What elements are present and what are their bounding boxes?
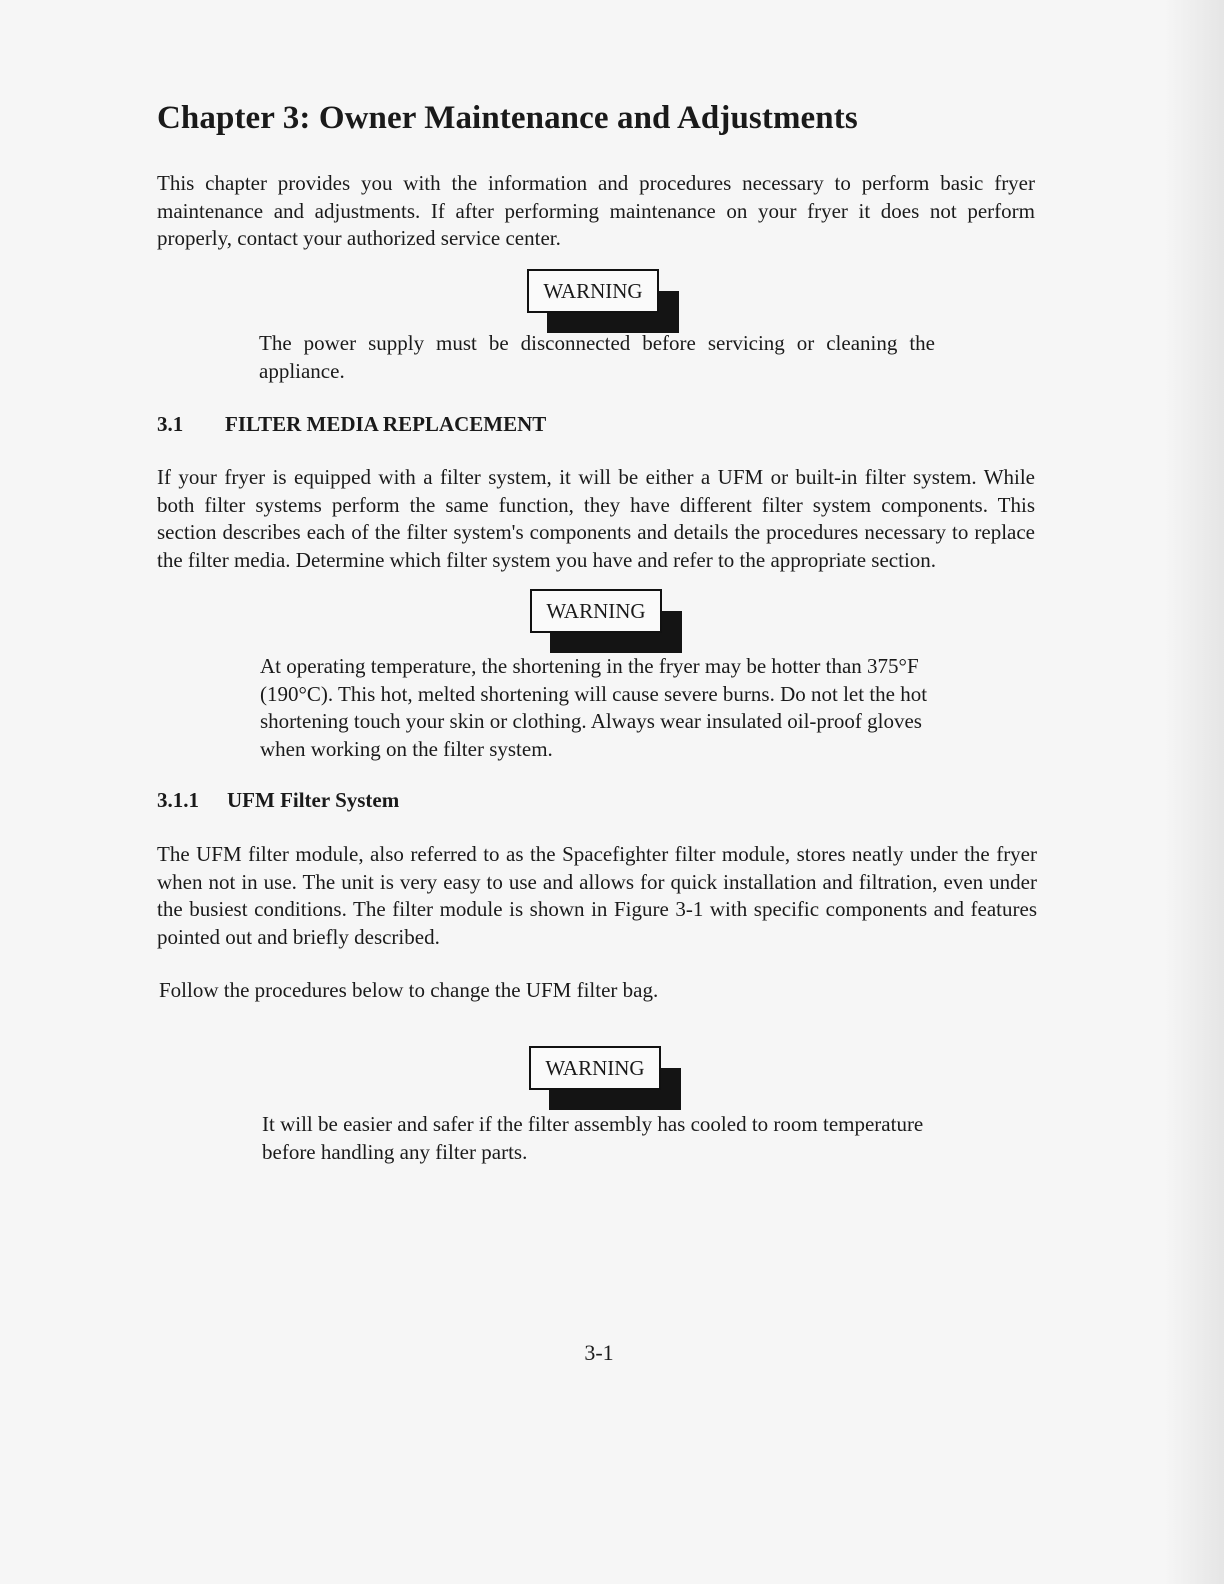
warning-label: WARNING [529, 1046, 661, 1090]
follow-procedures-paragraph: Follow the procedures below to change the UFM filter bag. [159, 978, 659, 1002]
warning-box [529, 1046, 681, 1110]
section-heading-3-1 [157, 412, 546, 437]
warning-box [527, 269, 679, 333]
chapter-title: Chapter 3: Owner Maintenance and Adjustments [157, 100, 858, 136]
warning-box [530, 589, 682, 653]
warning-text-cool-filter: It will be easier and safer if the filter assembly has cooled to room temperature before handling any filter parts. [262, 1112, 924, 1164]
section-number: 3.1 [157, 412, 184, 436]
section-heading-3-1-1 [157, 788, 399, 813]
warning-text-power-supply: The power supply must be disconnected before servicing or cleaning the appliance. [259, 331, 935, 383]
section-title: FILTER MEDIA REPLACEMENT [225, 412, 547, 436]
intro-paragraph: This chapter provides you with the information and procedures necessary to perform basic fryer maintenance and adjustments. If after performing maintenance on your fryer it does not perform properly, contact your authorized service center. [157, 171, 1035, 250]
section-number: 3.1.1 [157, 788, 199, 812]
warning-label: WARNING [527, 269, 659, 313]
ufm-paragraph: The UFM filter module, also referred to as the Spacefighter filter module, stores neatly under the fryer when not in use. The unit is very easy to use and allows for quick installation and filtration, even under the busiest conditions. The filter module is shown in Figure 3-1 with specific components and features pointed out and briefly described. [157, 842, 1037, 949]
section-title: UFM Filter System [227, 788, 400, 812]
page-number-text: 3-1 [584, 1340, 614, 1365]
warning-text-hot-shortening: At operating temperature, the shortening in the fryer may be hotter than 375°F (190°C). This hot, melted shortening will cause severe burns. Do not let the hot shortening touch your skin or clothing. Always wear insulated oil-proof gloves when working on the filter system. [260, 654, 928, 761]
filter-intro-paragraph: If your fryer is equipped with a filter system, it will be either a UFM or built-in filter system. While both filter systems perform the same function, they have different filter system components. This section describes each of the filter system's components and details the procedures necessary to replace the filter media. Determine which filter system you have and refer to the appropriate section. [157, 465, 1035, 572]
page-number [0, 1340, 1224, 1366]
warning-label: WARNING [530, 589, 662, 633]
